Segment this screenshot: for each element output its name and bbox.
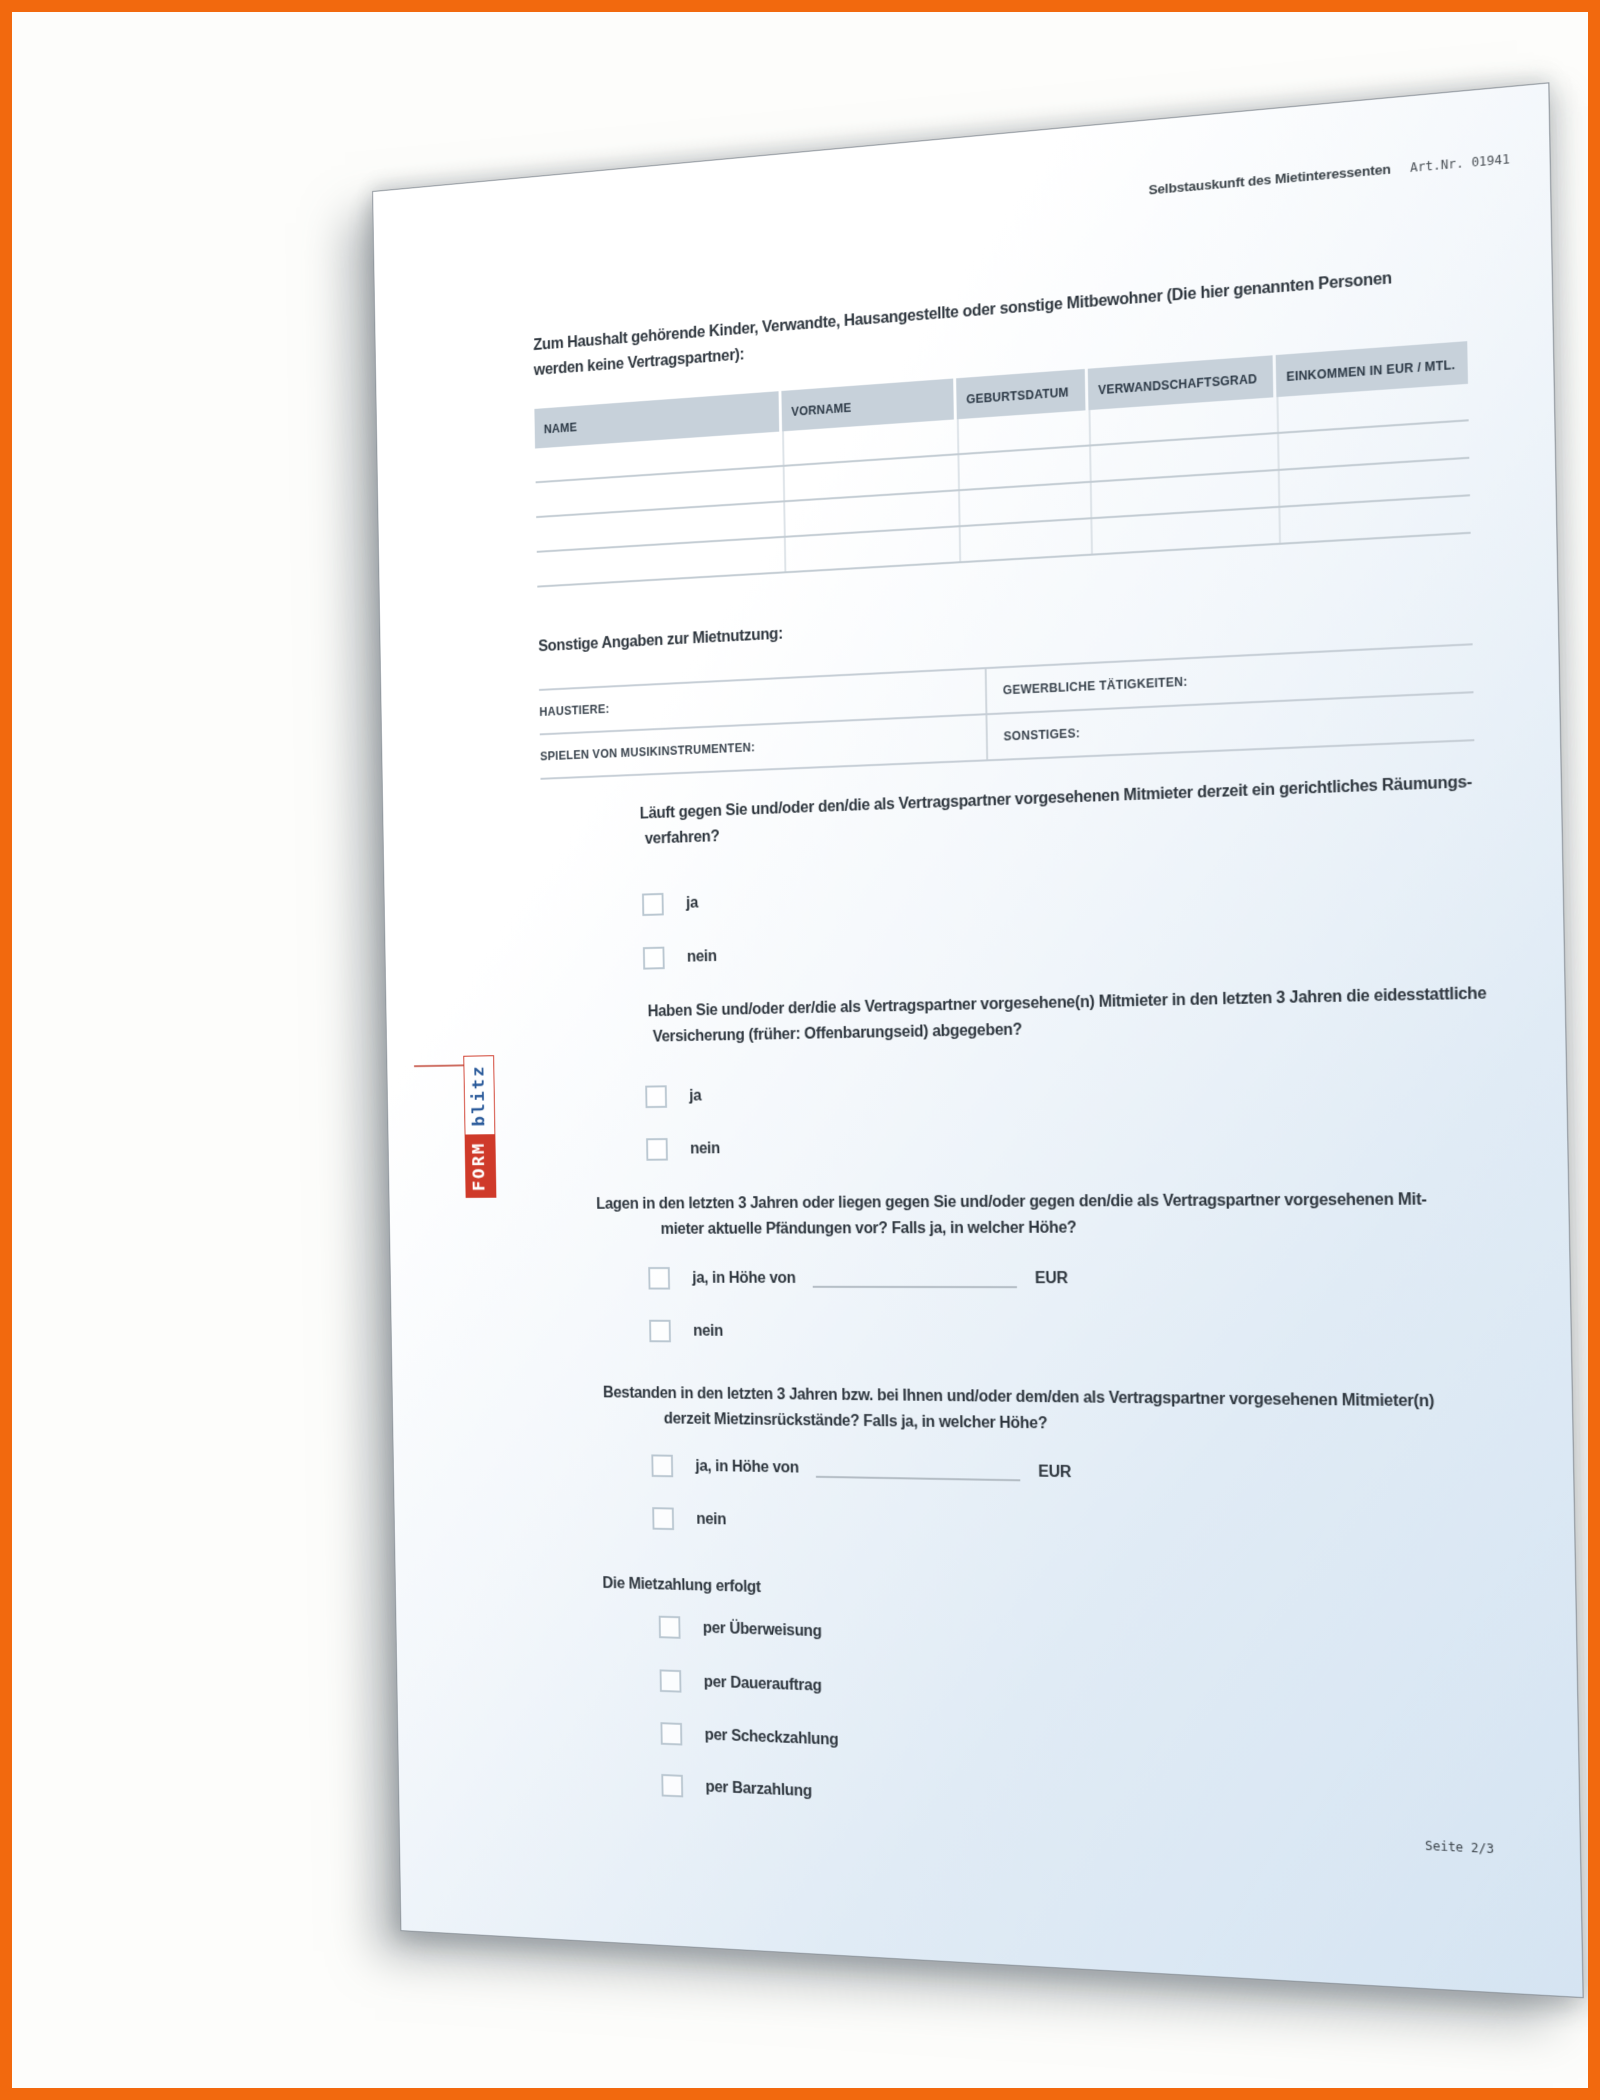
question-3-option-ja — [648, 1267, 1068, 1290]
intro-line-2: werden keine Vertragspartner): — [533, 346, 745, 380]
dauerauftrag-checkbox[interactable] — [660, 1669, 682, 1692]
field-label: HAUSTIERE: — [539, 702, 610, 719]
logo-form-part: FORM — [465, 1135, 497, 1198]
q2-ja-checkbox[interactable] — [645, 1085, 667, 1108]
ueberweisung-label: per Überweisung — [702, 1619, 822, 1640]
intro-line-1: Zum Haushalt gehörende Kinder, Verwandte, Hausangestellte oder sonstige Mitbewohner (Die hier genannten Personen — [533, 269, 1393, 354]
logo-blitz-part: blitz — [463, 1056, 495, 1135]
document-header — [532, 150, 1511, 253]
column-header-einkommen: EINKOMMEN IN EUR / MTL. — [1276, 341, 1468, 397]
question-3-option-nein — [649, 1320, 723, 1343]
article-number: Art.Nr. 01941 — [1410, 151, 1511, 176]
question-2-line-1: Haben Sie und/oder der/die als Vertragspartner vorgesehene(n) Mitmieter in den letzten 3 Jahren die eidesstattliche — [647, 985, 1487, 1021]
q2-nein-checkbox[interactable] — [646, 1138, 668, 1161]
household-table — [534, 341, 1470, 587]
page-indicator: Seite 2/3 — [1424, 1838, 1495, 1857]
question-4-option-nein — [652, 1507, 726, 1531]
q1-ja-checkbox[interactable] — [642, 893, 664, 916]
table-cell[interactable] — [958, 483, 1087, 525]
formblitz-logo — [463, 1063, 496, 1198]
q1-nein-label: nein — [686, 947, 717, 966]
usage-section-heading: Sonstige Angaben zur Mietnutzung: — [538, 625, 784, 656]
barzahlung-checkbox[interactable] — [661, 1774, 683, 1797]
q2-ja-label: ja — [689, 1087, 702, 1105]
logo-accent-line — [414, 1064, 463, 1067]
question-4-line-2: derzeit Mietzinsrückstände? Falls ja, in welcher Höhe? — [663, 1410, 1048, 1433]
question-3-line-2: mieter aktuelle Pfändungen vor? Falls ja, in welcher Höhe? — [660, 1219, 1077, 1238]
dauerauftrag-label: per Dauerauftrag — [703, 1673, 822, 1695]
column-header-geburtsdatum: GEBURTSDATUM — [956, 369, 1085, 419]
q3-amount-blank-field[interactable] — [813, 1268, 1018, 1288]
question-3-line-1: Lagen in den letzten 3 Jahren oder liegen gegen Sie und/oder gegen den/die als Vertragspartner vorgesehenen Mit- — [596, 1191, 1427, 1213]
column-header-verwandschaftsgrad: VERWANDSCHAFTSGRAD — [1088, 355, 1274, 410]
column-header-vorname: VORNAME — [781, 379, 953, 432]
q3-eur-label: EUR — [1034, 1269, 1068, 1287]
question-1-line-2: verfahren? — [644, 828, 720, 848]
q1-nein-checkbox[interactable] — [643, 947, 665, 970]
payment-option-dauerauftrag — [660, 1669, 822, 1697]
scheckzahlung-checkbox[interactable] — [660, 1722, 682, 1745]
payment-option-scheckzahlung — [660, 1722, 838, 1752]
payment-option-ueberweisung — [659, 1616, 822, 1644]
usage-grid — [539, 643, 1474, 780]
document-page — [372, 82, 1584, 1998]
document-title: Selbstauskunft des Mietinteressenten — [1148, 161, 1391, 198]
question-2-option-nein — [646, 1137, 720, 1160]
payment-heading: Die Mietzahlung erfolgt — [602, 1575, 761, 1596]
question-2-line-2: Versicherung (früher: Offenbarungseid) abgegeben? — [652, 1021, 1023, 1046]
q3-nein-checkbox[interactable] — [649, 1320, 671, 1343]
q4-ja-label: ja, in Höhe von — [695, 1457, 800, 1477]
question-4-option-ja — [651, 1454, 1071, 1484]
field-label: SPIELEN VON MUSIKINSTRUMENTEN: — [540, 740, 756, 764]
q3-ja-label: ja, in Höhe von — [692, 1269, 796, 1287]
field-label: SONSTIGES: — [1003, 726, 1081, 744]
payment-option-barzahlung — [661, 1774, 812, 1803]
field-label: GEWERBLICHE TÄTIGKEITEN: — [1002, 674, 1188, 698]
question-1-option-nein — [643, 945, 717, 969]
table-cell[interactable] — [959, 519, 1088, 561]
question-1-line-1: Läuft gegen Sie und/oder den/die als Vertragspartner vorgesehenen Mitmieter derzeit ein gerichtliches Räumungs- — [639, 773, 1473, 823]
q3-nein-label: nein — [693, 1322, 724, 1340]
question-2-option-ja — [645, 1085, 701, 1108]
q4-amount-blank-field[interactable] — [816, 1458, 1021, 1481]
q1-ja-label: ja — [685, 894, 699, 912]
q3-ja-checkbox[interactable] — [648, 1267, 670, 1289]
q4-nein-checkbox[interactable] — [652, 1507, 674, 1530]
q2-nein-label: nein — [690, 1139, 721, 1157]
ueberweisung-checkbox[interactable] — [659, 1616, 681, 1639]
q4-nein-label: nein — [696, 1510, 727, 1528]
question-1-option-ja — [642, 892, 698, 916]
formblitz-logo-text — [463, 1063, 496, 1198]
scheckzahlung-label: per Scheckzahlung — [704, 1726, 839, 1749]
q4-eur-label: EUR — [1038, 1462, 1072, 1481]
barzahlung-label: per Barzahlung — [705, 1778, 813, 1800]
q4-ja-checkbox[interactable] — [651, 1454, 673, 1477]
question-4-line-1: Bestanden in den letzten 3 Jahren bzw. bei Ihnen und/oder dem/den als Vertragspartner vorgesehenen Mitmieter(n) — [602, 1384, 1435, 1411]
table-cell[interactable] — [957, 447, 1086, 490]
column-header-name: NAME — [534, 391, 779, 448]
